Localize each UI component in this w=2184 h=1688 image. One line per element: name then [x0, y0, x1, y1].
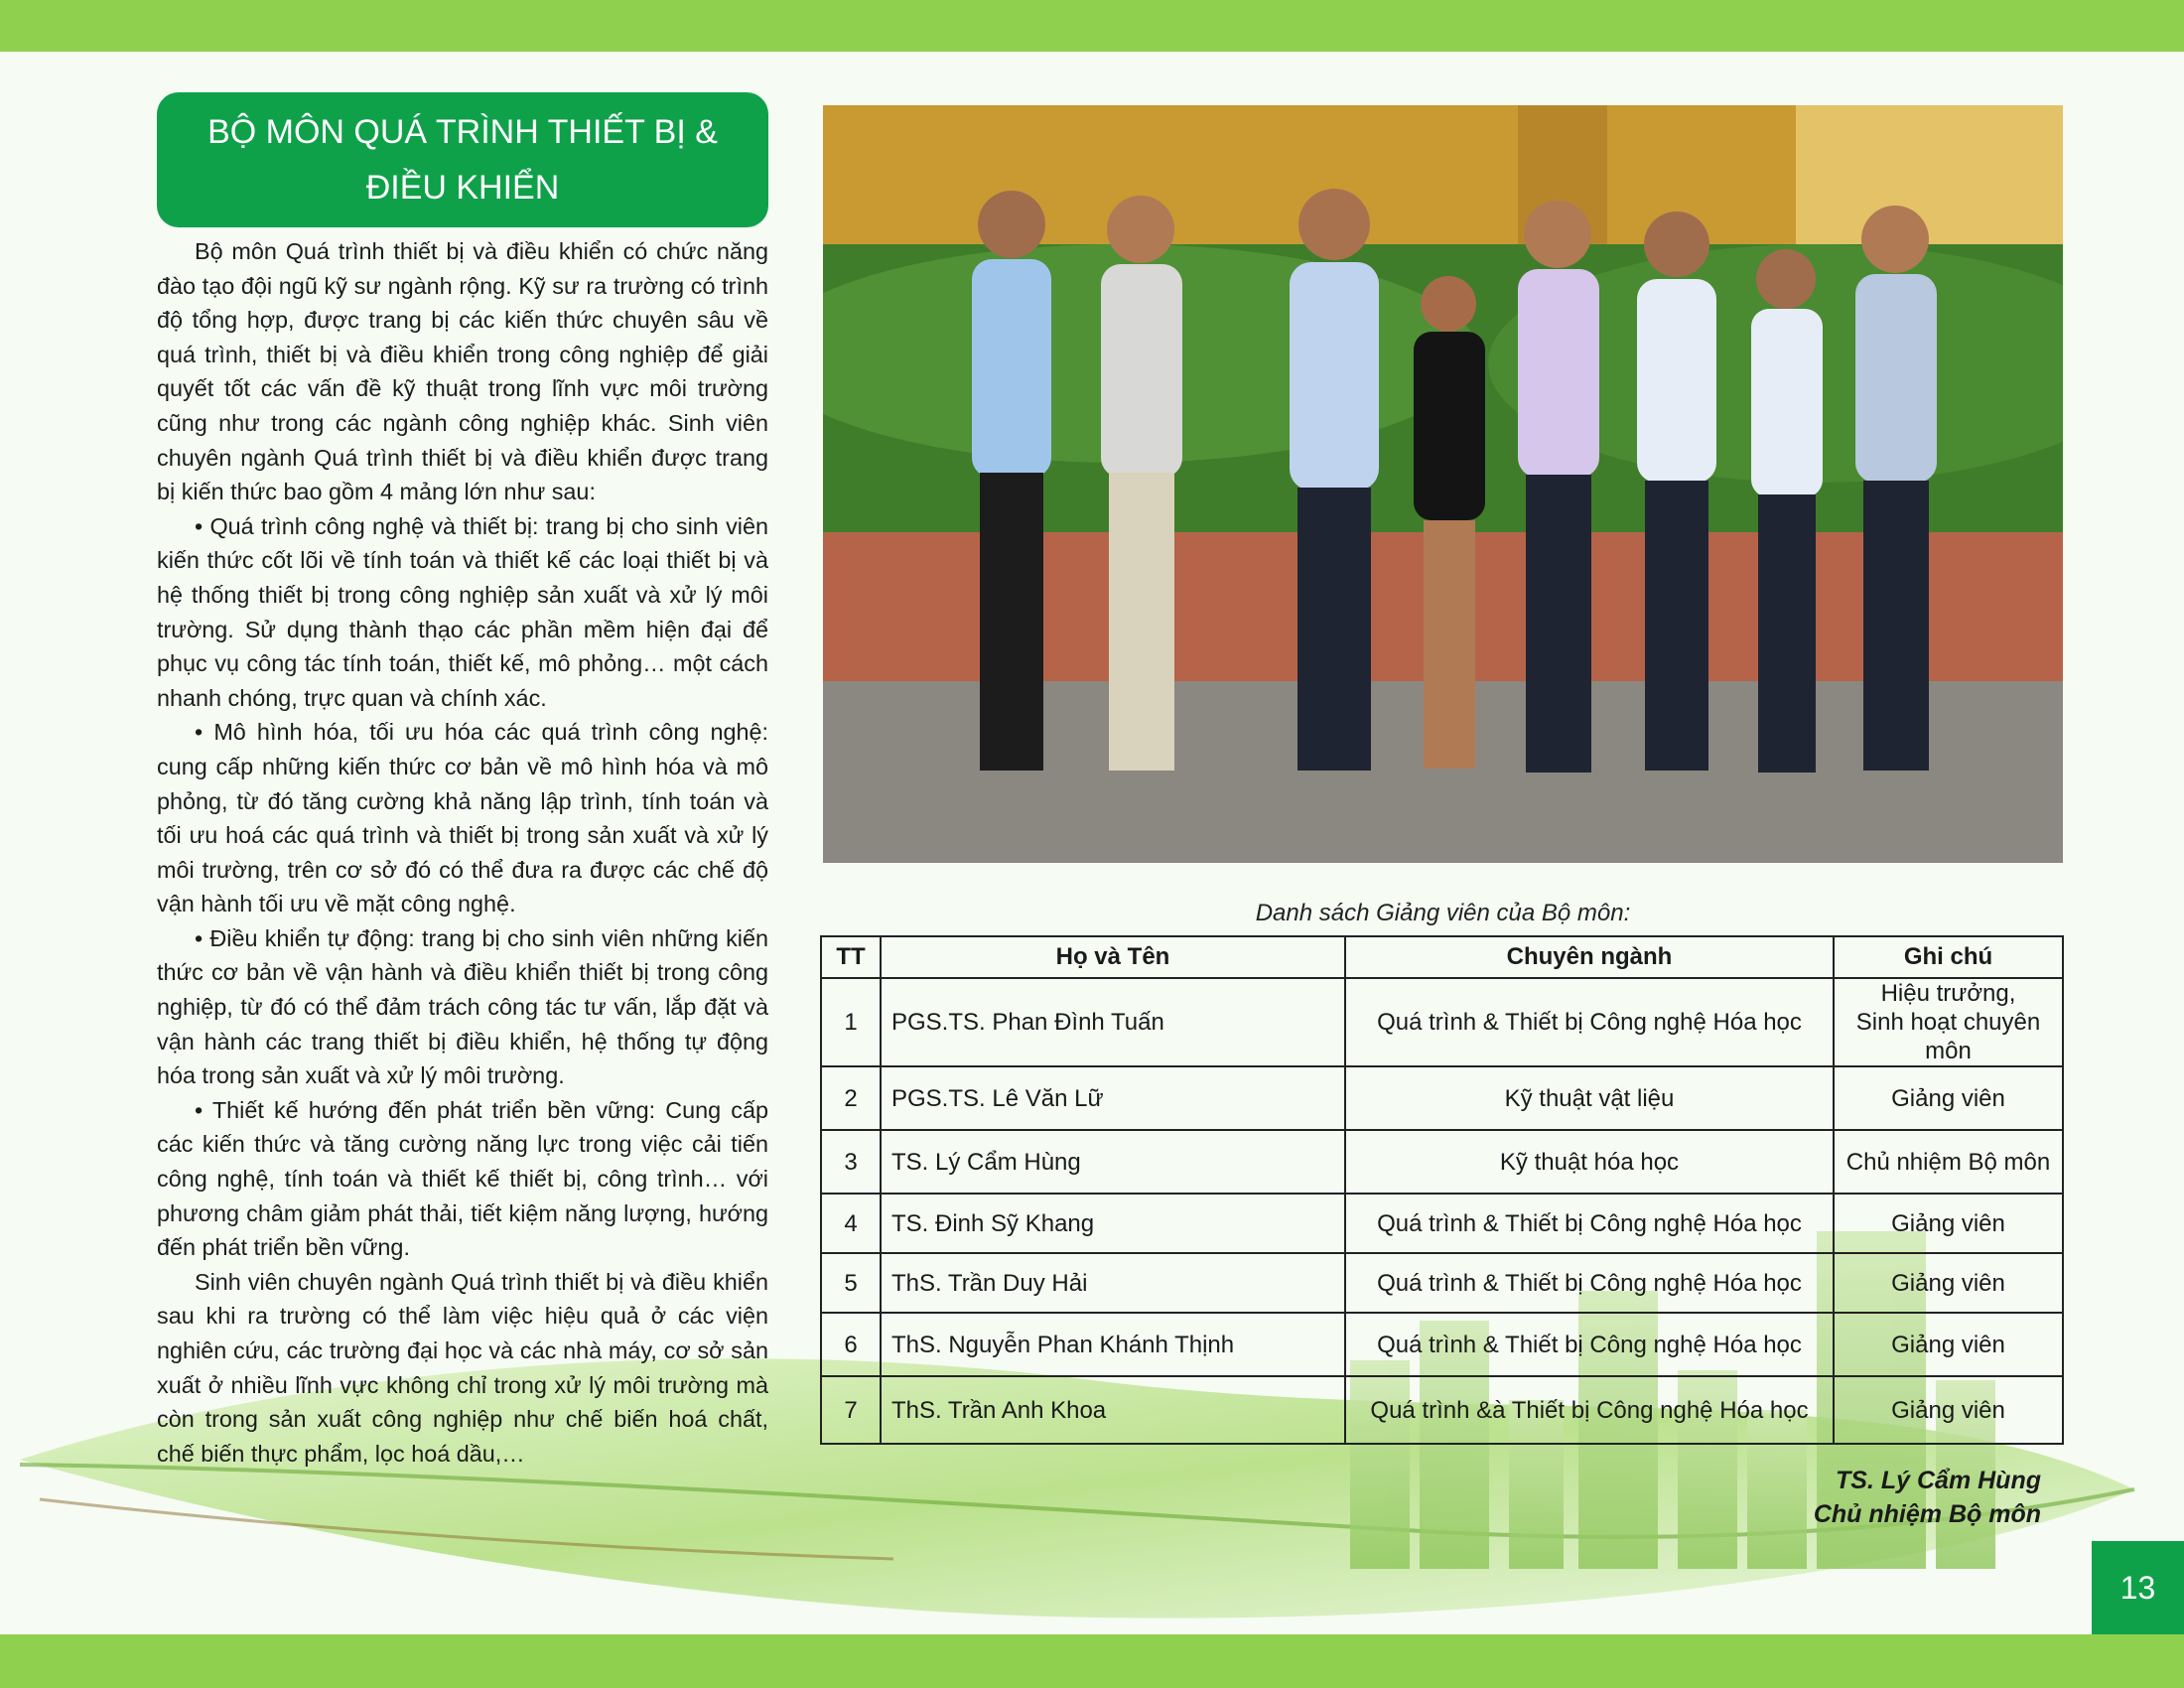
cell-major: Quá trình & Thiết bị Công nghệ Hóa học	[1345, 1194, 1834, 1253]
header-tt: TT	[821, 936, 881, 978]
body-text	[157, 234, 768, 1471]
cell-name: ThS. Trần Anh Khoa	[881, 1376, 1345, 1444]
cell-note: Giảng viên	[1834, 1253, 2063, 1313]
cell-tt: 7	[821, 1376, 881, 1444]
cell-major: Kỹ thuật hóa học	[1345, 1130, 1834, 1194]
cell-note: Giảng viên	[1834, 1376, 2063, 1444]
cell-tt: 5	[821, 1253, 881, 1313]
top-band	[0, 0, 2184, 52]
cell-major: Quá trình & Thiết bị Công nghệ Hóa học	[1345, 978, 1834, 1066]
signature-block	[1757, 1464, 2041, 1531]
cell-note-line-2: Sinh hoạt chuyên môn	[1855, 1009, 2041, 1064]
staff-group-photo	[823, 105, 2063, 863]
cell-note: Giảng viên	[1834, 1194, 2063, 1253]
cell-tt: 3	[821, 1130, 881, 1194]
intro-paragraph: Bộ môn Quá trình thiết bị và điều khiển có chức năng đào tạo đội ngũ kỹ sư ngành rộng. Kỹ sư ra trường có trình độ tổng hợp, được trang bị các kiến thức chuyên sâu về quá trình, thiết bị và điều khiển trong công nghiệp để giải quyết tốt các vấn đề kỹ thuật trong lĩnh vực môi trường cũng như trong các ngành công nghiệp khác. Sinh viên chuyên ngành Quá trình thiết bị và điều khiển được trang bị kiến thức bao gồm 4 mảng lớn như sau:	[157, 238, 768, 505]
cell-note: Chủ nhiệm Bộ môn	[1834, 1130, 2063, 1194]
cell-name: TS. Lý Cẩm Hùng	[881, 1130, 1345, 1194]
cell-name: PGS.TS. Lê Văn Lữ	[881, 1066, 1345, 1130]
bullet-process-equipment: • Quá trình công nghệ và thiết bị: trang bị cho sinh viên kiến thức cốt lõi về tính toán và thiết kế các loại thiết bị và hệ thống thiết bị trong công nghiệp sản xuất và xử lý môi trường. Sử dụng thành thạo các phần mềm hiện đại để phục vụ công tác tính toán, thiết kế, mô phỏng… một cách nhanh chóng, trực quan và chính xác.	[157, 512, 768, 711]
staff-table	[820, 935, 2064, 1445]
signature-name: TS. Lý Cẩm Hùng	[1836, 1467, 2041, 1494]
bottom-band	[0, 1634, 2184, 1688]
table-row	[821, 1130, 2063, 1194]
bullet-sustainable-design: • Thiết kế hướng đến phát triển bền vững: Cung cấp các kiến thức và tăng cường năng lực trong việc cải tiến công nghệ, tính toán và thiết kế thiết bị, công trình… với phương châm giảm phát thải, tiết kiệm năng lượng, hướng đến phát triển bền vững.	[157, 1096, 768, 1261]
cell-tt: 1	[821, 978, 881, 1066]
cell-major: Kỹ thuật vật liệu	[1345, 1066, 1834, 1130]
cell-major: Quá trình & Thiết bị Công nghệ Hóa học	[1345, 1313, 1834, 1376]
table-row	[821, 1066, 2063, 1130]
cell-major: Quá trình &à Thiết bị Công nghệ Hóa học	[1345, 1376, 1834, 1444]
cell-name: TS. Đinh Sỹ Khang	[881, 1194, 1345, 1253]
bullet-automation: • Điều khiển tự động: trang bị cho sinh viên những kiến thức cơ bản về vận hành và điều khiển thiết bị trong công nghiệp, từ đó có thể đảm trách công tác tư vấn, lắp đặt và vận hành các trang thiết bị điều khiển, hệ thống tự động hóa trong sản xuất và xử lý môi trường.	[157, 924, 768, 1089]
table-row	[821, 978, 2063, 1066]
cell-note: Giảng viên	[1834, 1066, 2063, 1130]
page-number: 13	[2092, 1541, 2184, 1634]
table-row	[821, 1313, 2063, 1376]
cell-note: Giảng viên	[1834, 1313, 2063, 1376]
title-line-2: ĐIỀU KHIỂN	[365, 169, 560, 207]
cell-note-line-1: Hiệu trưởng,	[1880, 980, 2016, 1007]
bullet-modeling: • Mô hình hóa, tối ưu hóa các quá trình công nghệ: cung cấp những kiến thức cơ bản về mô hình hóa và mô phỏng, từ đó tăng cường khả năng lập trình, tính toán và tối ưu hoá các quá trình và thiết bị trong sản xuất và xử lý môi trường, trên cơ sở đó có thể đưa ra được các chế độ vận hành tối ưu về mặt công nghệ.	[157, 719, 768, 917]
cell-tt: 6	[821, 1313, 881, 1376]
table-caption: Danh sách Giảng viên của Bộ môn:	[1255, 900, 1631, 926]
cell-name: ThS. Trần Duy Hải	[881, 1253, 1345, 1313]
cell-name: ThS. Nguyễn Phan Khánh Thịnh	[881, 1313, 1345, 1376]
cell-major: Quá trình & Thiết bị Công nghệ Hóa học	[1345, 1253, 1834, 1313]
header-name: Họ và Tên	[881, 936, 1345, 978]
header-major: Chuyên ngành	[1345, 936, 1834, 978]
title-line-1: BỘ MÔN QUÁ TRÌNH THIẾT BỊ &	[207, 113, 718, 151]
signature-role: Chủ nhiệm Bộ môn	[1813, 1500, 2041, 1528]
cell-tt: 2	[821, 1066, 881, 1130]
cell-note	[1834, 978, 2063, 1066]
section-title	[157, 92, 768, 227]
table-header-row	[821, 936, 2063, 978]
career-paragraph: Sinh viên chuyên ngành Quá trình thiết bị và điều khiển sau khi ra trường có thể làm việc hiệu quả ở các viện nghiên cứu, các trường đại học và các nhà máy, cơ sở sản xuất ở nhiều lĩnh vực không chỉ trong xử lý môi trường mà còn trong sản xuất công nghiệp như chế biến hoá chất, chế biến thực phẩm, lọc hoá dầu,…	[157, 1268, 768, 1467]
header-note: Ghi chú	[1834, 936, 2063, 978]
table-row	[821, 1253, 2063, 1313]
table-row	[821, 1376, 2063, 1444]
cell-tt: 4	[821, 1194, 881, 1253]
cell-name: PGS.TS. Phan Đình Tuấn	[881, 978, 1345, 1066]
table-row	[821, 1194, 2063, 1253]
